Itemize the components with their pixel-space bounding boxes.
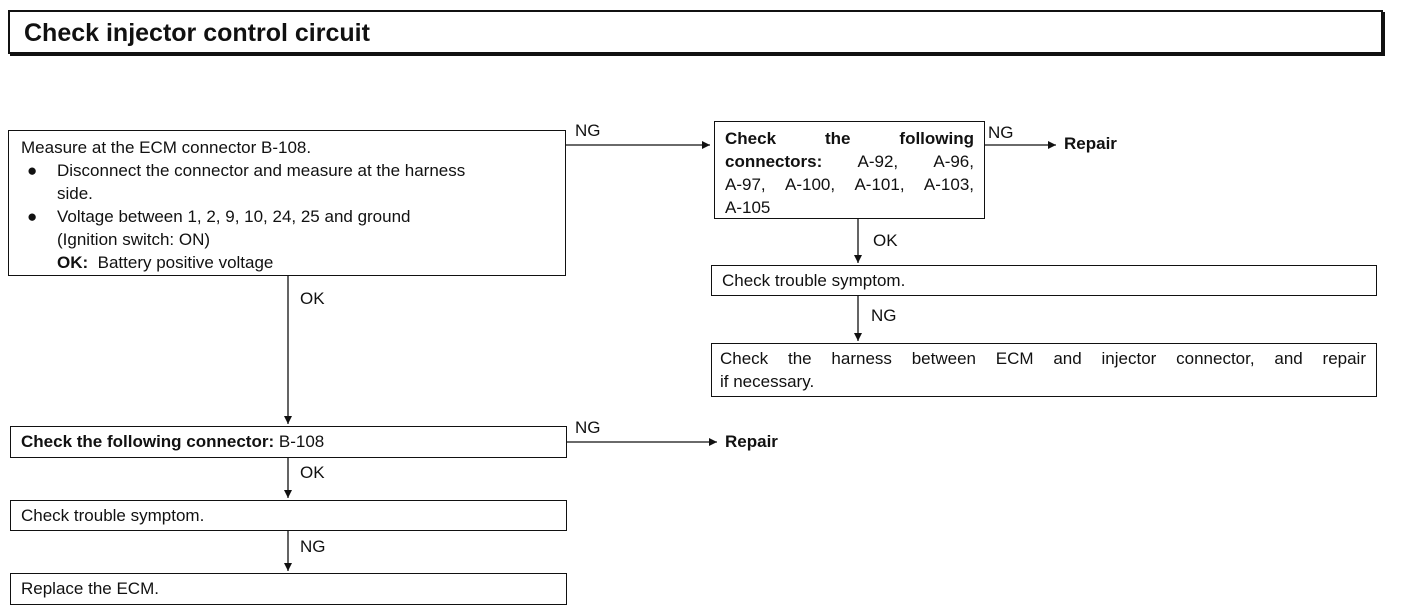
bullet2-line2: (Ignition switch: ON) <box>57 230 211 249</box>
harness-line2: if necessary. <box>720 372 815 391</box>
ng-label-step2: NG <box>988 123 1014 142</box>
bullet2-line1: Voltage between 1, 2, 9, 10, 24, 25 and ground <box>57 207 411 226</box>
bullet1-line1: Disconnect the connector and measure at the harness <box>57 161 466 180</box>
page-title: Check injector control circuit <box>24 19 370 47</box>
ng-label-step6: NG <box>300 537 326 556</box>
check-connector-label: Check the following connector: <box>21 432 275 451</box>
harness-line1: Check the harness between ECM and injector connector, and repair <box>720 349 1366 368</box>
ng-label-step3: NG <box>871 306 897 325</box>
connectors-line3: A-97, A-100, A-101, A-103, <box>725 175 974 194</box>
ok-label-step5: OK <box>300 463 325 482</box>
replace-ecm-text: Replace the ECM. <box>21 579 159 598</box>
check-connector-value: B-108 <box>278 432 325 451</box>
ng-label-step1: NG <box>575 121 601 140</box>
ok-label: OK: <box>57 253 89 272</box>
trouble-symptom-text: Check trouble symptom. <box>722 271 906 290</box>
connectors-line1: Check the following <box>725 129 974 148</box>
connectors-line2: connectors: A-92, A-96, <box>725 152 974 171</box>
bullet1-line2: side. <box>57 184 93 203</box>
repair-label-middle: Repair <box>725 432 778 451</box>
bullet-icon: ● <box>27 161 38 180</box>
ok-label-step1: OK <box>300 289 325 308</box>
ok-label-step2: OK <box>873 231 898 250</box>
ok-value: Battery positive voltage <box>97 253 274 272</box>
connectors-line4: A-105 <box>725 198 771 217</box>
ng-label-step5: NG <box>575 418 601 437</box>
trouble-symptom-left-text: Check trouble symptom. <box>21 506 205 525</box>
bullet-icon: ● <box>27 207 38 226</box>
step-measure-heading: Measure at the ECM connector B-108. <box>21 138 312 157</box>
repair-label-top: Repair <box>1064 134 1117 153</box>
